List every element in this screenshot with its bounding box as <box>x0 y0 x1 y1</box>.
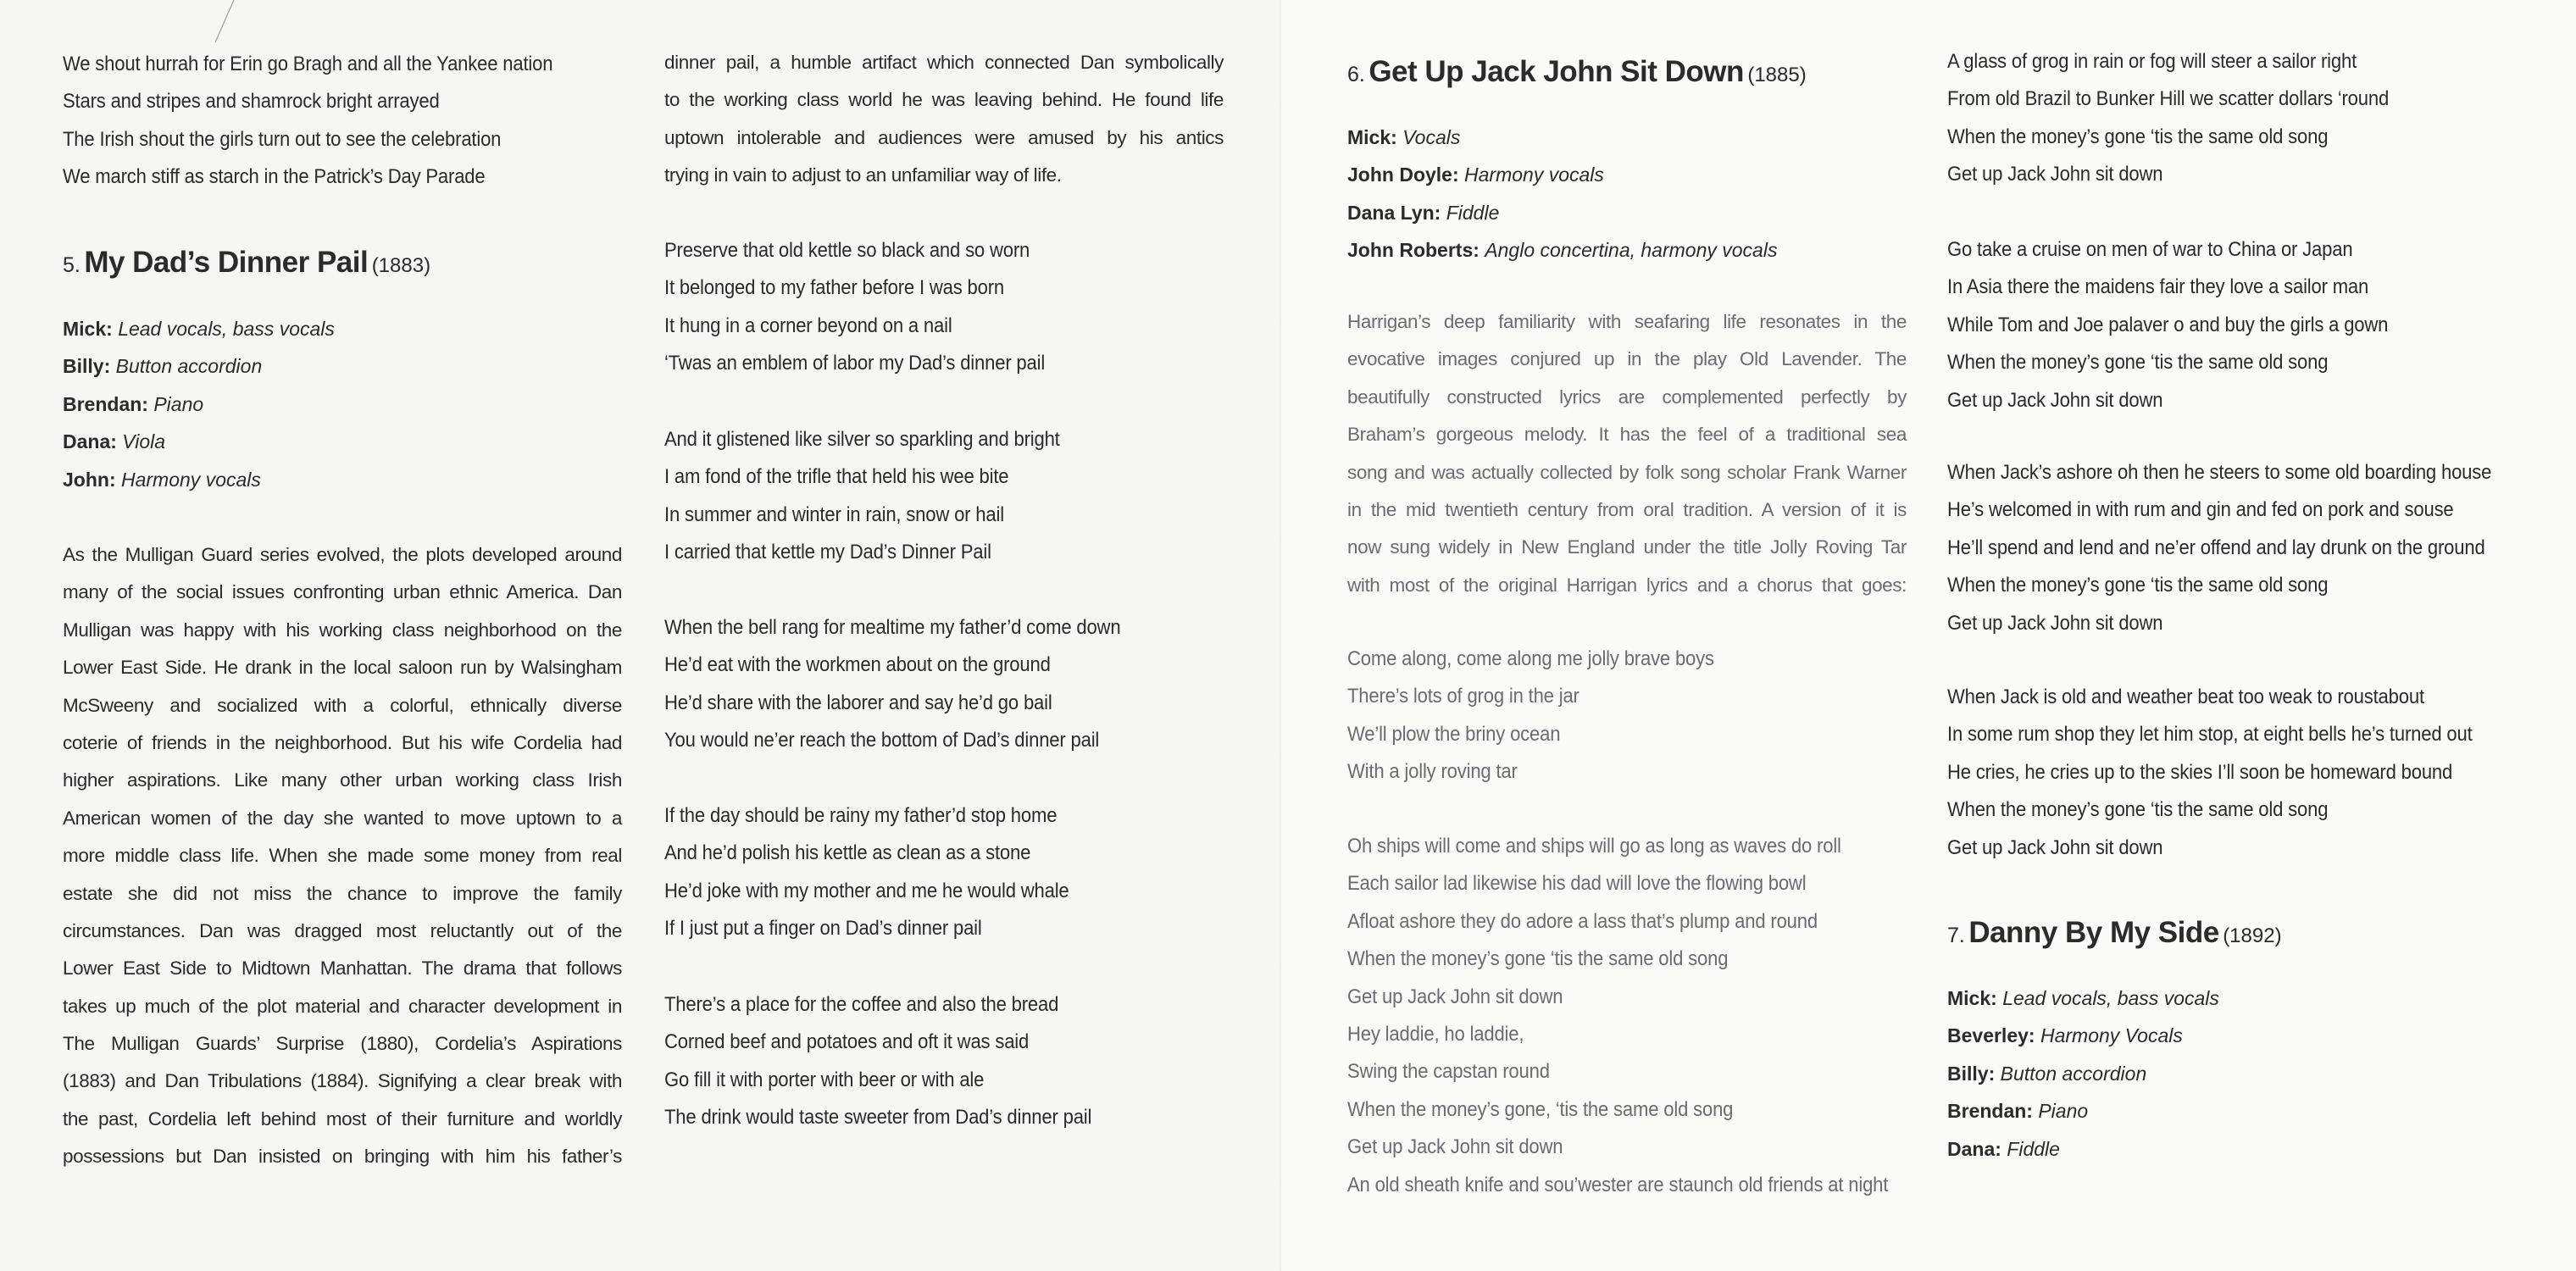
lyric-line: Get up Jack John sit down <box>1347 985 1563 1008</box>
musician-role: Viola <box>122 430 166 453</box>
notes-line: circumstances. Dan was dragged most reluctantly out of the <box>63 919 622 941</box>
lyric-line: Get up Jack John sit down <box>1347 1135 1563 1159</box>
lyric-line: When the money’s gone ‘tis the same old song <box>1947 125 2329 148</box>
notes-line: takes up much of the plot material and character development in <box>63 995 622 1017</box>
lyric-line: When the money’s gone ‘tis the same old song <box>1347 947 1729 971</box>
song-title: My Dad’s Dinner Pail <box>84 246 369 279</box>
lyric-line: I carried that kettle my Dad’s Dinner Pail <box>664 541 991 564</box>
lyric-line: When the money’s gone, ‘tis the same old song <box>1347 1097 1734 1121</box>
credit-line <box>1947 980 2219 1017</box>
notes-line: with most of the original Harrigan lyrics and a chorus that goes: <box>1347 574 1907 596</box>
credit-line <box>1947 1055 2219 1092</box>
musician-role: Fiddle <box>2007 1137 2060 1160</box>
musician-role: Anglo concertina, harmony vocals <box>1485 239 1778 262</box>
credit-line <box>63 347 335 385</box>
musician-role: Piano <box>2038 1100 2089 1123</box>
notes-line: now sung widely in New England under the title Jolly Roving Tar <box>1347 536 1907 558</box>
musician-role: Button accordion <box>2000 1062 2147 1085</box>
song-5-notes <box>63 536 622 1176</box>
musician-role: Lead vocals, bass vocals <box>2002 987 2219 1009</box>
lyric-line: When the money’s gone ‘tis the same old song <box>1947 351 2329 375</box>
lyric-line: Get up Jack John sit down <box>1947 388 2163 412</box>
song-5-heading <box>63 241 430 284</box>
song-6-stanza-4 <box>1947 454 2539 642</box>
lyrics-stanza-4 <box>664 797 1104 948</box>
notes-line: higher aspirations. Like many other urban working class Irish <box>63 769 622 791</box>
musician-name: Beverley: <box>1947 1024 2035 1047</box>
musician-name: Mick: <box>1347 126 1397 148</box>
musician-role: Harmony Vocals <box>2040 1024 2183 1047</box>
lyric-line: Afloat ashore they do adore a lass that’s plump and round <box>1347 909 1818 933</box>
notes-line: more middle class life. When she made some money from real <box>63 845 622 867</box>
lyrics-stanza-5 <box>664 986 1129 1137</box>
lyric-line: Oh ships will come and ships will go as long as waves do roll <box>1347 835 1841 858</box>
lyric-line: Preserve that old kettle so black and so worn <box>664 239 1030 262</box>
notes-line: The Mulligan Guards’ Surprise (1880), Cordelia’s Aspirations <box>63 1033 622 1055</box>
lyric-line: Get up Jack John sit down <box>1947 611 2163 635</box>
musician-role: Harmony vocals <box>121 468 261 491</box>
lyric-line: He’ll spend and lend and ne’er offend and lay drunk on the ground <box>1947 536 2485 559</box>
musician-role: Fiddle <box>1446 201 1500 224</box>
lyric-line: When the money’s gone ‘tis the same old song <box>1947 574 2329 597</box>
notes-line: uptown intolerable and audiences were amused by his antics <box>664 126 1224 148</box>
song-year: (1885) <box>1747 64 1807 86</box>
lyric-line: In Asia there the maidens fair they love a sailor man <box>1947 275 2369 299</box>
song-6-verse-1 <box>1347 828 1935 1204</box>
musician-name: Billy: <box>63 355 111 378</box>
song-6-chorus <box>1347 641 1746 791</box>
song-title: Get Up Jack John Sit Down <box>1368 55 1744 88</box>
lyric-line: An old sheath knife and sou’wester are staunch old friends at night <box>1347 1173 1889 1196</box>
lyric-line: Each sailor lad likewise his dad will love the flowing bowl <box>1347 872 1807 896</box>
notes-line: trying in vain to adjust to an unfamiliar way of life. <box>664 164 1062 186</box>
lyric-line: I am fond of the trifle that held his wee bite <box>664 465 1009 489</box>
lyric-line: Get up Jack John sit down <box>1947 835 2163 859</box>
credit-line <box>63 310 335 347</box>
left-page <box>0 0 1281 1271</box>
lyric-line: He’d share with the laborer and say he’d go bail <box>664 691 1052 714</box>
lyric-line: Hey laddie, ho laddie, <box>1347 1022 1524 1046</box>
lyric-line: ‘Twas an emblem of labor my Dad’s dinner pail <box>664 352 1046 375</box>
lyric-line: Come along, come along me jolly brave boys <box>1347 647 1714 670</box>
notes-line: Mulligan was happy with his working class neighborhood on the <box>63 619 622 641</box>
notes-line: (1883) and Dan Tribulations (1884). Signifying a clear break with <box>63 1070 622 1092</box>
song-year: (1883) <box>371 254 431 277</box>
song-6-heading <box>1347 51 1807 93</box>
lyric-line: Get up Jack John sit down <box>1947 163 2163 186</box>
notes-line: in the mid twentieth century from oral tradition. A version of it is <box>1347 498 1907 520</box>
lyric-line: While Tom and Joe palaver o and buy the girls a gown <box>1947 313 2389 336</box>
song-title: Danny By My Side <box>1968 916 2219 949</box>
notes-line: Lower East Side to Midtown Manhattan. The drama that follows <box>63 957 622 980</box>
credit-line <box>1947 1130 2219 1168</box>
lyric-line: He cries, he cries up to the skies I’ll soon be homeward bound <box>1947 760 2453 784</box>
lyric-line: It belonged to my father before I was born <box>664 276 1004 300</box>
lyric-line: Go fill it with porter with beer or with ale <box>664 1068 985 1091</box>
credit-line <box>1947 1092 2219 1129</box>
credit-line <box>63 423 335 460</box>
song-number: 5. <box>63 253 80 277</box>
notes-line: McSweeny and socialized with a colorful, ethnically diverse <box>63 694 622 716</box>
lyric-line: When the bell rang for mealtime my father’d come down <box>664 616 1121 639</box>
lyric-line: It hung in a corner beyond on a nail <box>664 314 952 337</box>
lyrics-stanza-1 <box>664 232 1078 383</box>
lyric-line: When the money’s gone ‘tis the same old song <box>1947 798 2329 822</box>
lyric-line: And he’d polish his kettle as clean as a stone <box>664 841 1031 865</box>
notes-line: Harrigan’s deep familiarity with seafaring life resonates in the <box>1347 311 1907 332</box>
credit-line <box>1347 119 1777 156</box>
notes-line: coterie of friends in the neighborhood. But his wife Cordelia had <box>63 731 622 753</box>
credit-line <box>63 461 335 498</box>
lyric-line: You would ne’er reach the bottom of Dad’s dinner pail <box>664 729 1100 752</box>
lyric-line: If the day should be rainy my father’d stop home <box>664 804 1058 827</box>
parade-verse <box>63 46 596 197</box>
lyric-line: A glass of grog in rain or fog will steer a sailor right <box>1947 50 2357 73</box>
song-6-stanza-5 <box>1947 679 2518 867</box>
notes-line: beautifully constructed lyrics are complemented perfectly by <box>1347 386 1907 408</box>
lyric-line: Swing the capstan round <box>1347 1060 1550 1084</box>
lyrics-stanza-3 <box>664 609 1160 760</box>
song-7-credits <box>1947 980 2219 1168</box>
credit-line <box>63 386 335 423</box>
song-6-stanza-3 <box>1947 231 2427 419</box>
musician-role: Piano <box>153 392 204 415</box>
notes-line: dinner pail, a humble artifact which connected Dan symbolically <box>664 52 1224 73</box>
song-6-credits <box>1347 119 1777 269</box>
notes-line: possessions but Dan insisted on bringing with him his father’s <box>63 1146 622 1168</box>
song-number: 6. <box>1347 63 1365 86</box>
lyric-line: If I just put a finger on Dad’s dinner pail <box>664 917 982 941</box>
lyrics-stanza-2 <box>664 421 1094 572</box>
song-year: (1892) <box>2223 924 2282 947</box>
musician-name: Mick: <box>63 318 113 340</box>
musician-name: Brendan: <box>1947 1100 2033 1123</box>
lyric-line: With a jolly roving tar <box>1347 760 1518 784</box>
lyric-line: In some rum shop they let him stop, at eight bells he’s turned out <box>1947 723 2473 747</box>
credit-line <box>1347 156 1777 193</box>
notes-line: American women of the day she wanted to move uptown to a <box>63 807 622 829</box>
lyric-line: We march stiff as starch in the Patrick’s Day Parade <box>63 165 486 189</box>
notes-line: Lower East Side. He drank in the local saloon run by Walsingham <box>63 657 622 679</box>
credit-line <box>1347 231 1777 269</box>
lyric-line: He’s welcomed in with rum and gin and fed on pork and souse <box>1947 498 2454 522</box>
musician-name: John Roberts: <box>1347 239 1480 262</box>
musician-name: Brendan: <box>63 392 148 415</box>
lyric-line: Corned beef and potatoes and oft it was said <box>664 1030 1030 1054</box>
notes-line: As the Mulligan Guard series evolved, the plots developed around <box>63 544 622 565</box>
lyric-line: He’d joke with my mother and me he would whale <box>664 879 1069 902</box>
notes-line: many of the social issues confronting urban ethnic America. Dan <box>63 581 622 603</box>
credit-line <box>1947 1017 2219 1054</box>
song-7-heading <box>1947 912 2282 954</box>
musician-role: Lead vocals, bass vocals <box>118 318 335 340</box>
paper-scratch-mark <box>197 0 247 51</box>
musician-name: Dana Lyn: <box>1347 201 1441 224</box>
song-5-credits <box>63 310 335 498</box>
lyric-line: From old Brazil to Bunker Hill we scatter dollars ‘round <box>1947 87 2390 111</box>
lyric-line: There’s a place for the coffee and also the bread <box>664 993 1059 1016</box>
right-page <box>1281 0 2576 1271</box>
lyric-line: We’ll plow the briny ocean <box>1347 722 1561 746</box>
credit-line <box>1347 194 1777 231</box>
lyric-line: He’d eat with the workmen about on the ground <box>664 653 1051 677</box>
lyric-line: There’s lots of grog in the jar <box>1347 685 1579 708</box>
notes-line: Braham’s gorgeous melody. It has the feel of a traditional sea <box>1347 424 1907 446</box>
musician-name: John: <box>63 468 116 491</box>
musician-name: Dana: <box>63 430 117 453</box>
lyric-line: The Irish shout the girls turn out to see the celebration <box>63 127 502 151</box>
song-6-notes <box>1347 303 1907 604</box>
notes-line: estate she did not miss the chance to improve the family <box>63 882 622 904</box>
lyric-line: When Jack’s ashore oh then he steers to some old boarding house <box>1947 461 2492 484</box>
notes-line: the past, Cordelia left behind most of their furniture and worldly <box>63 1107 622 1129</box>
lyric-line: We shout hurrah for Erin go Bragh and all the Yankee nation <box>63 53 553 75</box>
musician-role: Harmony vocals <box>1464 164 1604 186</box>
musician-role: Vocals <box>1402 126 1461 148</box>
song-number: 7. <box>1947 924 1965 947</box>
notes-line: evocative images conjured up in the play Old Lavender. The <box>1347 348 1907 370</box>
lyric-line: Go take a cruise on men of war to China or Japan <box>1947 238 2353 261</box>
song-6-stanza-2 <box>1947 43 2427 194</box>
lyric-line: Stars and stripes and shamrock bright arrayed <box>63 90 440 114</box>
lyric-line: In summer and winter in rain, snow or hail <box>664 502 1004 526</box>
lyric-line: The drink would taste sweeter from Dad’s dinner pail <box>664 1106 1092 1129</box>
musician-role: Button accordion <box>115 355 263 378</box>
lyric-line: And it glistened like silver so sparkling and bright <box>664 428 1060 451</box>
lyric-line: When Jack is old and weather beat too weak to roustabout <box>1947 685 2424 708</box>
notes-line: song and was actually collected by folk song scholar Frank Warner <box>1347 461 1907 483</box>
song-5-notes-continued <box>664 44 1224 195</box>
musician-name: John Doyle: <box>1347 164 1459 186</box>
notes-line: to the working class world he was leaving behind. He found life <box>664 89 1224 111</box>
musician-name: Dana: <box>1947 1137 2001 1160</box>
musician-name: Billy: <box>1947 1062 1996 1085</box>
musician-name: Mick: <box>1947 987 1997 1009</box>
